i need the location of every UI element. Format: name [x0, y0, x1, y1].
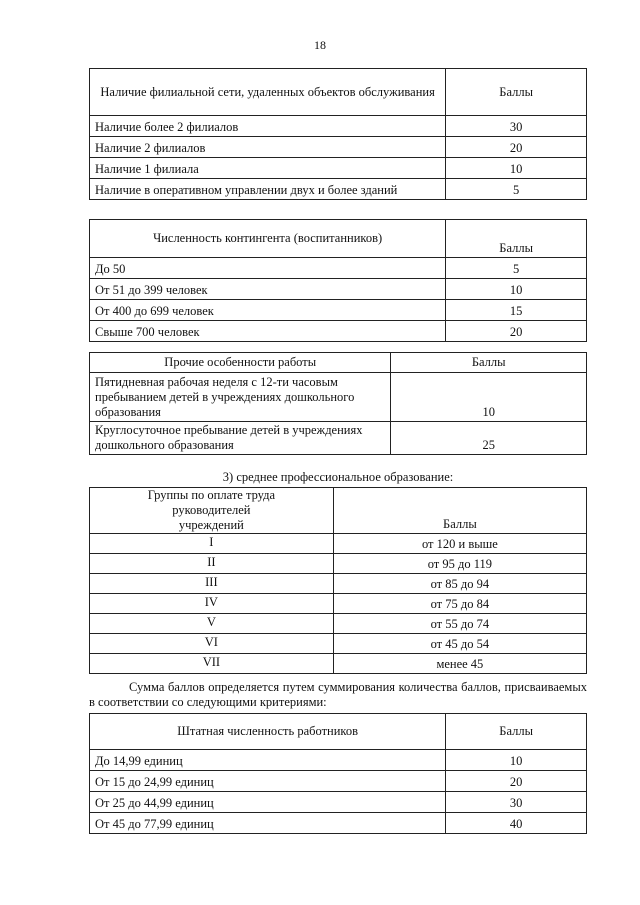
table-row [90, 813, 587, 834]
table-header-row [90, 220, 587, 258]
group-cell: VII [90, 654, 334, 674]
table-row [90, 634, 587, 654]
criterion-cell: До 50 [90, 258, 446, 279]
points-cell: от 75 до 84 [333, 594, 586, 614]
criterion-cell: Свыше 700 человек [90, 321, 446, 342]
group-cell: II [90, 554, 334, 574]
points-cell: 20 [446, 137, 587, 158]
table-row [90, 321, 587, 342]
column-header: Группы по оплате труда руководителей учреждений [90, 488, 334, 534]
column-header: Баллы [446, 220, 587, 258]
points-cell: 10 [446, 750, 587, 771]
points-cell: 25 [391, 422, 587, 455]
table-row [90, 422, 587, 455]
points-cell: от 95 до 119 [333, 554, 586, 574]
body-paragraph: Сумма баллов определяется путем суммирования количества баллов, присваиваемых в соответствии со следующими критериями: [89, 680, 587, 709]
column-header: Баллы [333, 488, 586, 534]
points-cell: 10 [391, 373, 587, 422]
page-number: 18 [314, 38, 326, 52]
table-header-row [90, 488, 587, 534]
points-cell: 10 [446, 279, 587, 300]
table-row [90, 258, 587, 279]
criterion-cell: От 45 до 77,99 единиц [90, 813, 446, 834]
table-row [90, 574, 587, 594]
group-cell: III [90, 574, 334, 594]
table-row [90, 158, 587, 179]
criterion-cell: Пятидневная рабочая неделя с 12-ти часовым пребыванием детей в учреждениях дошкольного образования [90, 373, 391, 422]
branch-network-table [89, 68, 587, 200]
criterion-cell: Наличие более 2 филиалов [90, 116, 446, 137]
group-cell: VI [90, 634, 334, 654]
table-row [90, 750, 587, 771]
points-cell: 30 [446, 792, 587, 813]
table-row [90, 771, 587, 792]
other-features-table [89, 352, 587, 455]
table-row [90, 654, 587, 674]
staff-count-table [89, 713, 587, 834]
group-cell: I [90, 534, 334, 554]
section-heading: 3) среднее профессиональное образование: [222, 470, 454, 484]
column-header: Численность контингента (воспитанников) [90, 220, 446, 258]
criterion-cell: До 14,99 единиц [90, 750, 446, 771]
contingent-table [89, 219, 587, 342]
column-header: Баллы [391, 353, 587, 373]
points-cell: от 85 до 94 [333, 574, 586, 594]
table-row [90, 792, 587, 813]
table-row [90, 137, 587, 158]
points-cell: 20 [446, 771, 587, 792]
points-cell: 20 [446, 321, 587, 342]
criterion-cell: От 15 до 24,99 единиц [90, 771, 446, 792]
column-header: Прочие особенности работы [90, 353, 391, 373]
criterion-cell: От 400 до 699 человек [90, 300, 446, 321]
criterion-cell: От 51 до 399 человек [90, 279, 446, 300]
group-cell: V [90, 614, 334, 634]
group-cell: IV [90, 594, 334, 614]
points-cell: 40 [446, 813, 587, 834]
points-cell: 10 [446, 158, 587, 179]
criterion-cell: Наличие 1 филиала [90, 158, 446, 179]
criterion-cell: От 25 до 44,99 единиц [90, 792, 446, 813]
criterion-cell: Наличие 2 филиалов [90, 137, 446, 158]
table-row [90, 534, 587, 554]
table-row [90, 614, 587, 634]
table-header-row [90, 353, 587, 373]
criterion-cell: Наличие в оперативном управлении двух и более зданий [90, 179, 446, 200]
table-row [90, 279, 587, 300]
table-header-row [90, 714, 587, 750]
table-row [90, 554, 587, 574]
points-cell: от 55 до 74 [333, 614, 586, 634]
table-row [90, 300, 587, 321]
table-row [90, 179, 587, 200]
column-header: Баллы [446, 69, 587, 116]
criterion-cell: Круглосуточное пребывание детей в учреждениях дошкольного образования [90, 422, 391, 455]
column-header: Штатная численность работников [90, 714, 446, 750]
table-row [90, 594, 587, 614]
points-cell: 5 [446, 179, 587, 200]
points-cell: менее 45 [333, 654, 586, 674]
points-cell: от 45 до 54 [333, 634, 586, 654]
column-header: Баллы [446, 714, 587, 750]
table-row [90, 116, 587, 137]
table-row [90, 373, 587, 422]
pay-groups-table [89, 487, 587, 674]
points-cell: 15 [446, 300, 587, 321]
column-header: Наличие филиальной сети, удаленных объектов обслуживания [90, 69, 446, 116]
table-header-row [90, 69, 587, 116]
points-cell: от 120 и выше [333, 534, 586, 554]
points-cell: 30 [446, 116, 587, 137]
points-cell: 5 [446, 258, 587, 279]
